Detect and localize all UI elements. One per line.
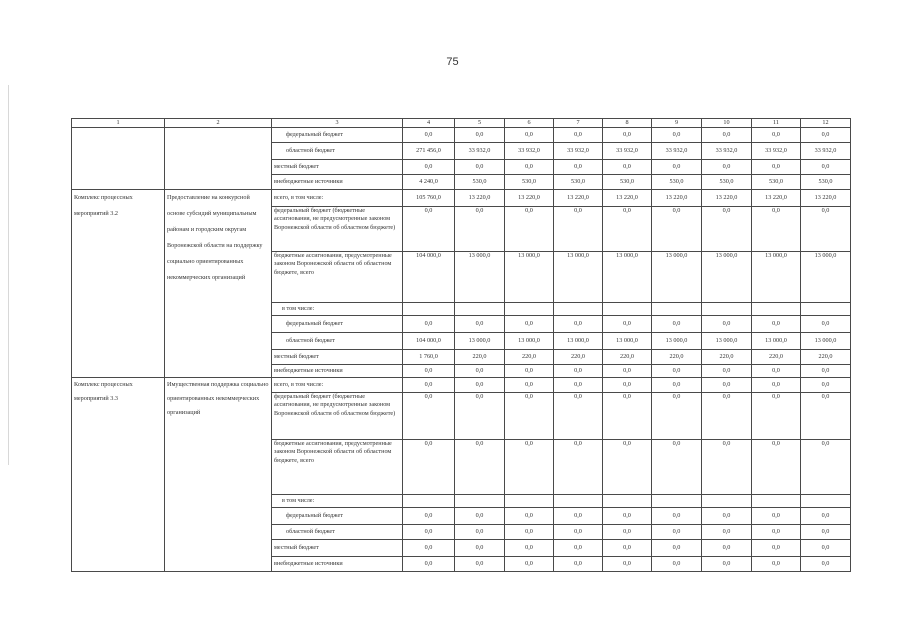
value-cell: 4 240,0: [403, 175, 455, 190]
value-cell: 530,0: [554, 175, 603, 190]
column-header: 12: [801, 119, 851, 128]
value-cell: 0,0: [603, 207, 652, 252]
program-description-cell: Предоставление на конкурсной основе субсидий муниципальным районам и городским округам Воронежской области на поддержку социально ориентированных некоммерческих организаций: [165, 190, 272, 378]
value-cell: 13 000,0: [752, 333, 801, 350]
value-cell: 0,0: [455, 393, 505, 440]
row-label: внебюджетные источники: [272, 365, 403, 378]
value-cell: 13 220,0: [801, 190, 851, 207]
value-cell: [652, 303, 702, 316]
value-cell: 0,0: [801, 557, 851, 572]
value-cell: 0,0: [603, 393, 652, 440]
value-cell: 0,0: [505, 160, 554, 175]
value-cell: 0,0: [652, 316, 702, 333]
value-cell: 0,0: [554, 365, 603, 378]
value-cell: [652, 495, 702, 508]
value-cell: 0,0: [505, 508, 554, 525]
row-label: внебюджетные источники: [272, 557, 403, 572]
value-cell: [801, 495, 851, 508]
value-cell: 0,0: [801, 365, 851, 378]
value-cell: 220,0: [455, 350, 505, 365]
value-cell: [554, 303, 603, 316]
value-cell: 0,0: [554, 207, 603, 252]
value-cell: 13 220,0: [603, 190, 652, 207]
value-cell: 0,0: [403, 508, 455, 525]
value-cell: 33 932,0: [505, 143, 554, 160]
value-cell: 0,0: [603, 525, 652, 540]
row-label: федеральный бюджет: [272, 128, 403, 143]
value-cell: 0,0: [554, 557, 603, 572]
value-cell: 220,0: [752, 350, 801, 365]
value-cell: 0,0: [752, 378, 801, 393]
value-cell: 104 000,0: [403, 333, 455, 350]
value-cell: 0,0: [702, 378, 752, 393]
value-cell: 0,0: [752, 160, 801, 175]
row-label: бюджетные ассигнования, предусмотренные законом Воронежской области об областном бюджете, всего: [272, 440, 403, 495]
value-cell: 0,0: [702, 557, 752, 572]
value-cell: 0,0: [505, 557, 554, 572]
value-cell: 33 932,0: [554, 143, 603, 160]
value-cell: 0,0: [455, 540, 505, 557]
value-cell: 0,0: [652, 393, 702, 440]
value-cell: 0,0: [702, 365, 752, 378]
value-cell: 0,0: [702, 440, 752, 495]
value-cell: 0,0: [403, 525, 455, 540]
value-cell: 0,0: [752, 540, 801, 557]
value-cell: 0,0: [603, 540, 652, 557]
value-cell: 0,0: [505, 207, 554, 252]
value-cell: 0,0: [554, 393, 603, 440]
value-cell: 13 220,0: [554, 190, 603, 207]
row-label: бюджетные ассигнования, предусмотренные законом Воронежской области об областном бюджете, всего: [272, 252, 403, 303]
column-header: 6: [505, 119, 554, 128]
value-cell: 0,0: [554, 378, 603, 393]
value-cell: [702, 303, 752, 316]
value-cell: 13 220,0: [752, 190, 801, 207]
value-cell: 0,0: [752, 440, 801, 495]
value-cell: 0,0: [652, 128, 702, 143]
value-cell: 0,0: [603, 508, 652, 525]
value-cell: 13 220,0: [652, 190, 702, 207]
value-cell: 0,0: [752, 365, 801, 378]
value-cell: 13 000,0: [505, 252, 554, 303]
value-cell: 0,0: [403, 365, 455, 378]
column-header: 1: [72, 119, 165, 128]
value-cell: 0,0: [801, 128, 851, 143]
value-cell: 0,0: [702, 316, 752, 333]
program-name-cell: Комплекс процессных мероприятий 3.2: [72, 190, 165, 378]
value-cell: 0,0: [403, 316, 455, 333]
value-cell: 0,0: [403, 128, 455, 143]
empty-name-cell: [72, 128, 165, 190]
value-cell: 1 760,0: [403, 350, 455, 365]
row-label: всего, в том числе:: [272, 378, 403, 393]
column-header: 3: [272, 119, 403, 128]
value-cell: 13 220,0: [702, 190, 752, 207]
value-cell: 13 000,0: [603, 333, 652, 350]
value-cell: 33 932,0: [652, 143, 702, 160]
value-cell: [801, 303, 851, 316]
value-cell: 220,0: [702, 350, 752, 365]
value-cell: 0,0: [603, 128, 652, 143]
value-cell: 0,0: [801, 316, 851, 333]
value-cell: 0,0: [702, 540, 752, 557]
header-row: [72, 119, 851, 128]
value-cell: 0,0: [801, 207, 851, 252]
value-cell: 530,0: [801, 175, 851, 190]
value-cell: 0,0: [752, 207, 801, 252]
empty-description-cell: [165, 128, 272, 190]
value-cell: 0,0: [652, 557, 702, 572]
value-cell: 0,0: [505, 365, 554, 378]
value-cell: 33 932,0: [702, 143, 752, 160]
value-cell: 220,0: [505, 350, 554, 365]
column-header: 5: [455, 119, 505, 128]
value-cell: 530,0: [455, 175, 505, 190]
value-cell: 220,0: [603, 350, 652, 365]
value-cell: 0,0: [652, 440, 702, 495]
value-cell: 0,0: [554, 508, 603, 525]
value-cell: 0,0: [455, 128, 505, 143]
value-cell: 13 000,0: [603, 252, 652, 303]
value-cell: 0,0: [455, 207, 505, 252]
value-cell: [554, 495, 603, 508]
value-cell: 0,0: [403, 440, 455, 495]
value-cell: 0,0: [403, 207, 455, 252]
program-description-cell: Имущественная поддержка социально ориентированных некоммерческих организаций: [165, 378, 272, 572]
value-cell: [403, 495, 455, 508]
value-cell: 0,0: [505, 540, 554, 557]
value-cell: 0,0: [652, 160, 702, 175]
value-cell: 0,0: [455, 316, 505, 333]
value-cell: [455, 495, 505, 508]
value-cell: 0,0: [652, 365, 702, 378]
row-label: федеральный бюджет: [272, 508, 403, 525]
value-cell: 530,0: [702, 175, 752, 190]
row-label: областной бюджет: [272, 143, 403, 160]
value-cell: 0,0: [752, 393, 801, 440]
value-cell: 0,0: [801, 525, 851, 540]
value-cell: 33 932,0: [455, 143, 505, 160]
value-cell: [752, 495, 801, 508]
value-cell: 0,0: [702, 207, 752, 252]
value-cell: 0,0: [554, 160, 603, 175]
value-cell: 0,0: [752, 557, 801, 572]
row-label: федеральный бюджет (бюджетные ассигнования, не предусмотренные законом Воронежской области об областном бюджете): [272, 393, 403, 440]
value-cell: 0,0: [455, 525, 505, 540]
value-cell: [505, 495, 554, 508]
value-cell: 220,0: [801, 350, 851, 365]
value-cell: 0,0: [603, 378, 652, 393]
value-cell: 0,0: [702, 393, 752, 440]
value-cell: 13 000,0: [702, 252, 752, 303]
value-cell: [702, 495, 752, 508]
value-cell: 0,0: [603, 557, 652, 572]
table-row: [72, 190, 851, 207]
row-label: областной бюджет: [272, 333, 403, 350]
value-cell: 530,0: [603, 175, 652, 190]
value-cell: 0,0: [652, 378, 702, 393]
value-cell: 0,0: [801, 378, 851, 393]
value-cell: 105 760,0: [403, 190, 455, 207]
value-cell: 271 456,0: [403, 143, 455, 160]
value-cell: 13 000,0: [652, 252, 702, 303]
value-cell: 0,0: [603, 440, 652, 495]
value-cell: 13 000,0: [455, 333, 505, 350]
value-cell: 13 000,0: [455, 252, 505, 303]
row-label: федеральный бюджет: [272, 316, 403, 333]
value-cell: 530,0: [752, 175, 801, 190]
program-name-cell: Комплекс процессных мероприятий 3.3: [72, 378, 165, 572]
row-label: федеральный бюджет (бюджетные ассигнования, не предусмотренные законом Воронежской области об областном бюджете): [272, 207, 403, 252]
value-cell: 0,0: [702, 508, 752, 525]
value-cell: 0,0: [455, 365, 505, 378]
row-label: всего, в том числе:: [272, 190, 403, 207]
row-label: местный бюджет: [272, 350, 403, 365]
value-cell: 13 000,0: [652, 333, 702, 350]
value-cell: 0,0: [505, 316, 554, 333]
value-cell: 530,0: [505, 175, 554, 190]
value-cell: 0,0: [554, 540, 603, 557]
value-cell: [403, 303, 455, 316]
value-cell: 13 000,0: [554, 333, 603, 350]
value-cell: 0,0: [505, 128, 554, 143]
value-cell: 104 000,0: [403, 252, 455, 303]
value-cell: 0,0: [455, 557, 505, 572]
value-cell: 13 000,0: [752, 252, 801, 303]
page-number: 75: [446, 56, 459, 68]
row-label: в том числе:: [272, 303, 403, 316]
value-cell: 33 932,0: [603, 143, 652, 160]
value-cell: 0,0: [801, 393, 851, 440]
value-cell: 0,0: [554, 128, 603, 143]
value-cell: 0,0: [652, 525, 702, 540]
row-label: в том числе:: [272, 495, 403, 508]
value-cell: 0,0: [554, 525, 603, 540]
column-header: 9: [652, 119, 702, 128]
value-cell: 0,0: [554, 440, 603, 495]
value-cell: 0,0: [801, 440, 851, 495]
value-cell: 13 220,0: [455, 190, 505, 207]
column-header: 2: [165, 119, 272, 128]
value-cell: 0,0: [702, 128, 752, 143]
value-cell: 33 932,0: [752, 143, 801, 160]
value-cell: 0,0: [652, 207, 702, 252]
value-cell: 220,0: [554, 350, 603, 365]
value-cell: 0,0: [505, 378, 554, 393]
row-label: внебюджетные источники: [272, 175, 403, 190]
value-cell: 0,0: [455, 508, 505, 525]
value-cell: 0,0: [455, 378, 505, 393]
column-header: 10: [702, 119, 752, 128]
value-cell: [752, 303, 801, 316]
row-label: областной бюджет: [272, 525, 403, 540]
value-cell: 0,0: [801, 508, 851, 525]
row-label: местный бюджет: [272, 160, 403, 175]
value-cell: 13 000,0: [702, 333, 752, 350]
value-cell: 0,0: [554, 316, 603, 333]
column-header: 7: [554, 119, 603, 128]
value-cell: 0,0: [603, 160, 652, 175]
value-cell: 13 220,0: [505, 190, 554, 207]
value-cell: [603, 495, 652, 508]
value-cell: 0,0: [652, 540, 702, 557]
value-cell: 0,0: [652, 508, 702, 525]
value-cell: 0,0: [455, 440, 505, 495]
value-cell: 0,0: [801, 540, 851, 557]
value-cell: 0,0: [752, 508, 801, 525]
value-cell: 0,0: [403, 540, 455, 557]
value-cell: 13 000,0: [801, 252, 851, 303]
value-cell: 0,0: [752, 128, 801, 143]
value-cell: 0,0: [403, 393, 455, 440]
value-cell: 0,0: [702, 160, 752, 175]
value-cell: 0,0: [702, 525, 752, 540]
value-cell: 0,0: [403, 378, 455, 393]
value-cell: 13 000,0: [554, 252, 603, 303]
value-cell: 0,0: [505, 440, 554, 495]
scan-margin-line: [8, 85, 9, 465]
column-header: 11: [752, 119, 801, 128]
value-cell: 13 000,0: [505, 333, 554, 350]
value-cell: 33 932,0: [801, 143, 851, 160]
value-cell: [603, 303, 652, 316]
value-cell: 0,0: [505, 393, 554, 440]
value-cell: 0,0: [603, 316, 652, 333]
value-cell: 0,0: [505, 525, 554, 540]
column-header: 8: [603, 119, 652, 128]
value-cell: 220,0: [652, 350, 702, 365]
value-cell: 530,0: [652, 175, 702, 190]
value-cell: 13 000,0: [801, 333, 851, 350]
value-cell: 0,0: [752, 525, 801, 540]
table-row: [72, 128, 851, 143]
value-cell: 0,0: [801, 160, 851, 175]
value-cell: 0,0: [455, 160, 505, 175]
budget-table: [71, 118, 851, 572]
row-label: местный бюджет: [272, 540, 403, 557]
table-row: [72, 378, 851, 393]
column-header: 4: [403, 119, 455, 128]
value-cell: 0,0: [603, 365, 652, 378]
value-cell: [505, 303, 554, 316]
value-cell: [455, 303, 505, 316]
value-cell: 0,0: [752, 316, 801, 333]
value-cell: 0,0: [403, 160, 455, 175]
value-cell: 0,0: [403, 557, 455, 572]
